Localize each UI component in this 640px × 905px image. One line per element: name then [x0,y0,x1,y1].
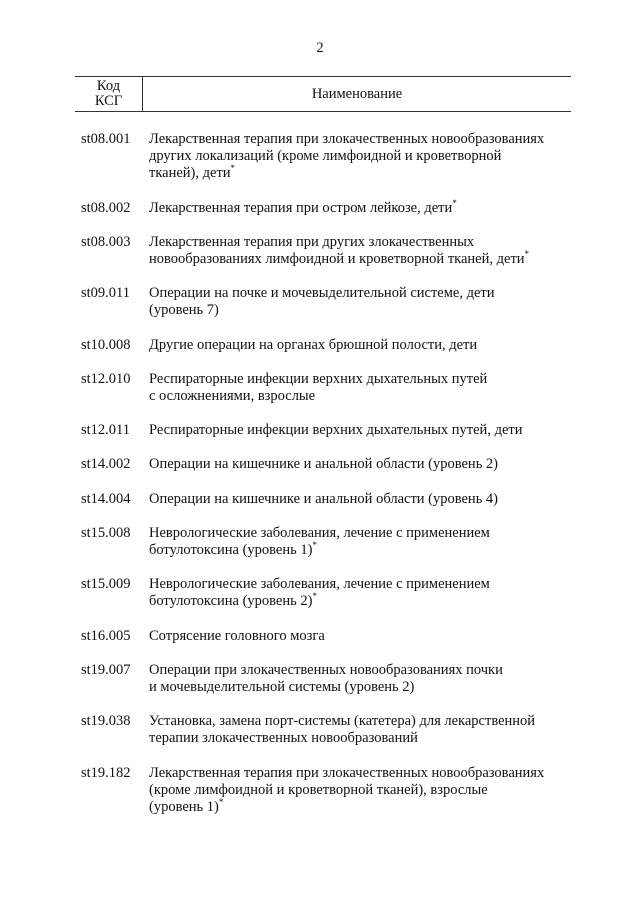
page-number: 2 [316,40,324,56]
ksg-code: st15.008 [81,524,131,541]
table-row [75,525,571,559]
ksg-name [149,371,571,405]
table-row [75,456,571,473]
header-code: Код КСГ [94,78,123,109]
ksg-name-text: Респираторные инфекции верхних дыхательных путей, дети [149,422,523,439]
table-row [75,628,571,645]
ksg-name [149,422,571,439]
table-row [75,285,571,319]
table-row [75,576,571,610]
ksg-name [149,576,571,610]
table-row [75,713,571,747]
table-row [75,422,571,439]
ksg-name-text: Другие операции на органах брюшной полости, дети [149,336,478,353]
ksg-code: st19.038 [81,713,131,730]
ksg-name-text: Лекарственная терапия при злокачественных новообразованиях других локализаций (кроме лимфоидной и кроветворной тканей), дети [149,131,545,182]
ksg-name-text: Лекарственная терапия при других злокачественных новообразованиях лимфоидной и кроветворной тканей, дети [149,233,525,268]
table-row [75,131,571,183]
ksg-name [149,234,571,268]
ksg-name-text: Операции при злокачественных новообразованиях почки и мочевыделительной системы (уровень 2) [149,661,503,696]
table-row [75,491,571,508]
ksg-name [149,285,571,319]
footnote-asterisk: * [524,249,530,260]
table-row [75,197,571,217]
footnote-asterisk: * [218,797,224,808]
ksg-name [149,337,571,354]
ksg-code: st12.010 [81,370,131,387]
ksg-name-text: Установка, замена порт-системы (катетера) для лекарственной терапии злокачественных новообразований [149,713,536,747]
ksg-code: st14.004 [81,490,131,507]
ksg-code: st12.011 [81,422,131,439]
table-row [75,371,571,405]
ksg-name [149,525,571,559]
table-row [75,662,571,696]
ksg-name [149,491,571,508]
table-header [75,76,571,112]
ksg-name-text: Респираторные инфекции верхних дыхательных путей с осложнениями, взрослые [149,370,488,405]
ksg-code: st08.003 [81,233,131,250]
ksg-name-text: Операции на кишечнике и анальной области (уровень 4) [149,490,499,507]
ksg-name [149,197,571,217]
header-name: Наименование [311,86,403,102]
ksg-code: st08.002 [81,199,131,216]
ksg-name-text: Неврологические заболевания, лечение с применением ботулотоксина (уровень 1) [149,524,490,559]
table-row [75,337,571,354]
table-row [75,765,571,817]
ksg-name-text: Операции на почке и мочевыделительной системе, дети (уровень 7) [149,285,495,319]
ksg-name [149,713,571,747]
footnote-asterisk: * [312,540,317,551]
ksg-name [149,628,571,645]
ksg-code: st15.009 [81,576,131,593]
ksg-code: st10.008 [81,336,131,353]
ksg-name [149,765,571,817]
ksg-name-text: Лекарственная терапия при злокачественных новообразованиях (кроме лимфоидной и кроветворной тканей), взрослые (уровень 1) [149,764,545,816]
ksg-name [149,131,571,183]
footnote-asterisk: * [312,591,317,602]
ksg-code: st14.002 [81,456,131,473]
ksg-code: st08.001 [81,131,131,147]
footnote-asterisk: * [230,163,236,174]
ksg-name-text: Лекарственная терапия при остром лейкозе, дети [149,199,453,216]
ksg-table [75,76,571,833]
ksg-code: st09.011 [81,285,131,302]
ksg-code: st19.007 [81,661,131,678]
ksg-name [149,662,571,696]
ksg-name-text: Сотрясение головного мозга [149,627,325,644]
ksg-name [149,456,571,473]
ksg-code: st16.005 [81,627,131,644]
ksg-name-text: Неврологические заболевания, лечение с применением ботулотоксина (уровень 2) [149,576,490,610]
ksg-name-text: Операции на кишечнике и анальной области (уровень 2) [149,456,499,473]
table-row [75,234,571,268]
table-body [75,112,571,816]
footnote-asterisk: * [452,197,457,208]
ksg-code: st19.182 [81,764,131,781]
